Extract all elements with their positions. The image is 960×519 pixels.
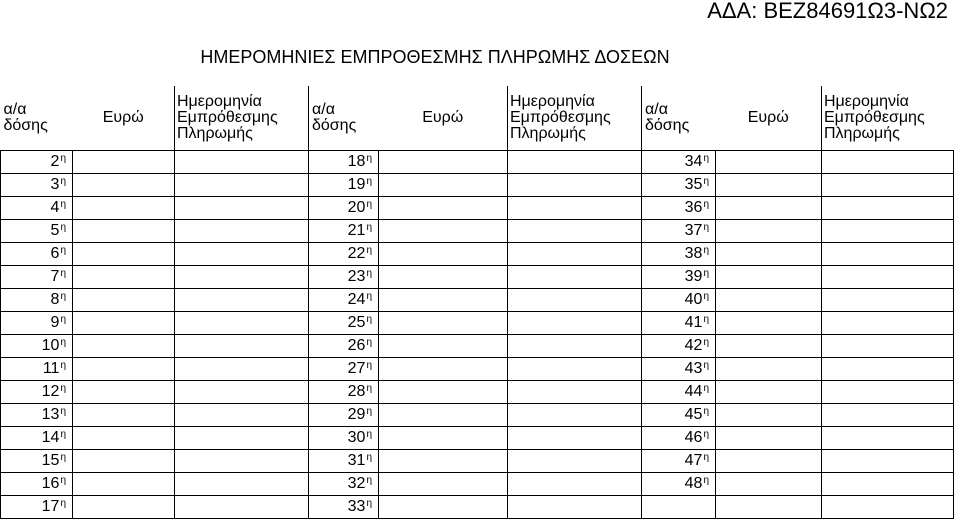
header-euro [73, 86, 175, 151]
installment-number [309, 243, 379, 266]
installment-number-value: 33 [347, 498, 366, 515]
installment-number-value: 44 [684, 383, 703, 400]
date-cell [822, 450, 954, 473]
ordinal-suffix: η [60, 314, 66, 325]
ordinal-suffix: η [366, 337, 372, 348]
installment-number [309, 450, 379, 473]
installment-number-value: 9 [50, 314, 60, 331]
euro-cell [716, 496, 822, 519]
installment-number [642, 335, 716, 358]
euro-cell [379, 312, 508, 335]
installment-number [1, 197, 73, 220]
ordinal-suffix: η [703, 222, 709, 233]
installment-number-value: 6 [50, 245, 60, 262]
installment-number [642, 243, 716, 266]
installment-number-value: 37 [684, 222, 703, 239]
euro-cell [73, 312, 175, 335]
ordinal-suffix: η [703, 406, 709, 417]
header-aa [1, 86, 73, 151]
date-cell [175, 473, 309, 496]
date-cell [822, 151, 954, 174]
installment-number [642, 404, 716, 427]
ordinal-suffix: η [60, 406, 66, 417]
installment-number [642, 450, 716, 473]
header-date [175, 86, 309, 151]
installment-number-value: 38 [684, 245, 703, 262]
header-aa-line2: δόσης [312, 117, 357, 134]
installment-number-value: 34 [684, 153, 703, 170]
euro-cell [73, 381, 175, 404]
ordinal-suffix: η [703, 383, 709, 394]
euro-cell [716, 358, 822, 381]
ordinal-suffix: η [60, 383, 66, 394]
installment-number [642, 220, 716, 243]
table-row [1, 266, 954, 289]
date-cell [175, 427, 309, 450]
euro-cell [73, 335, 175, 358]
table-header-row [1, 86, 954, 151]
ordinal-suffix: η [703, 176, 709, 187]
euro-cell [73, 473, 175, 496]
header-euro [716, 86, 822, 151]
installment-number-value: 11 [42, 360, 60, 377]
installment-number-value: 18 [347, 153, 366, 170]
ordinal-suffix: η [703, 245, 709, 256]
installment-number [309, 496, 379, 519]
table-row [1, 220, 954, 243]
ordinal-suffix: η [60, 337, 66, 348]
euro-cell [379, 174, 508, 197]
installment-number [309, 335, 379, 358]
installment-number [1, 358, 73, 381]
euro-cell [73, 151, 175, 174]
installment-number [309, 289, 379, 312]
date-cell [175, 197, 309, 220]
installment-number-value: 39 [684, 268, 703, 285]
date-cell [822, 220, 954, 243]
installment-number [309, 266, 379, 289]
date-cell [508, 151, 642, 174]
date-cell [508, 496, 642, 519]
date-cell [822, 496, 954, 519]
ordinal-suffix: η [366, 429, 372, 440]
euro-cell [716, 473, 822, 496]
installment-number [642, 151, 716, 174]
table-row [1, 243, 954, 266]
installment-number-value: 12 [41, 383, 60, 400]
date-cell [175, 335, 309, 358]
date-cell [508, 220, 642, 243]
installment-number [642, 312, 716, 335]
installment-number [309, 151, 379, 174]
euro-cell [73, 266, 175, 289]
ordinal-suffix: η [366, 406, 372, 417]
date-cell [822, 473, 954, 496]
euro-cell [716, 335, 822, 358]
installment-number-value: 15 [41, 452, 60, 469]
ordinal-suffix: η [366, 153, 372, 164]
euro-cell [716, 450, 822, 473]
euro-cell [379, 496, 508, 519]
header-euro-label: Ευρώ [102, 109, 144, 126]
date-cell [822, 312, 954, 335]
ada-code: ΑΔΑ: ΒΕΖ84691Ω3-ΝΩ2 [707, 0, 948, 23]
euro-cell [716, 381, 822, 404]
date-cell [175, 151, 309, 174]
installment-number [642, 358, 716, 381]
table-row [1, 381, 954, 404]
installment-number-value: 43 [684, 360, 703, 377]
installment-number-value: 7 [50, 268, 60, 285]
date-cell [175, 358, 309, 381]
table-row [1, 450, 954, 473]
euro-cell [379, 404, 508, 427]
euro-cell [379, 243, 508, 266]
installment-number-value: 32 [347, 475, 366, 492]
euro-cell [379, 381, 508, 404]
euro-cell [716, 220, 822, 243]
installment-number [1, 289, 73, 312]
installment-number [1, 243, 73, 266]
euro-cell [716, 266, 822, 289]
date-cell [822, 427, 954, 450]
ordinal-suffix: η [60, 245, 66, 256]
installment-number-value: 35 [684, 176, 703, 193]
date-cell [822, 289, 954, 312]
installment-number-value: 19 [347, 176, 366, 193]
date-cell [822, 358, 954, 381]
table-row [1, 289, 954, 312]
installment-number-value: 42 [684, 337, 703, 354]
installment-number [1, 473, 73, 496]
ordinal-suffix: η [60, 360, 66, 371]
ordinal-suffix: η [703, 291, 709, 302]
header-date-line3: Πληρωμής [824, 125, 900, 142]
date-cell [508, 266, 642, 289]
header-aa [309, 86, 379, 151]
ordinal-suffix: η [366, 383, 372, 394]
installment-number [642, 473, 716, 496]
euro-cell [73, 450, 175, 473]
installment-number-value: 14 [41, 429, 60, 446]
date-cell [822, 197, 954, 220]
ordinal-suffix: η [703, 337, 709, 348]
date-cell [508, 473, 642, 496]
euro-cell [73, 197, 175, 220]
installment-number [309, 381, 379, 404]
date-cell [508, 450, 642, 473]
date-cell [822, 243, 954, 266]
ordinal-suffix: η [366, 268, 372, 279]
euro-cell [716, 312, 822, 335]
euro-cell [379, 473, 508, 496]
installment-number [309, 404, 379, 427]
euro-cell [379, 427, 508, 450]
table-row [1, 335, 954, 358]
table-row [1, 358, 954, 381]
euro-cell [716, 427, 822, 450]
installment-number-value: 17 [41, 498, 60, 515]
installment-number [309, 358, 379, 381]
date-cell [508, 381, 642, 404]
euro-cell [73, 358, 175, 381]
date-cell [175, 312, 309, 335]
installment-number-value: 23 [347, 268, 366, 285]
date-cell [508, 312, 642, 335]
installment-number-value: 22 [347, 245, 366, 262]
page-title: ΗΜΕΡΟΜΗΝΙΕΣ ΕΜΠΡΟΘΕΣΜΗΣ ΠΛΗΡΩΜΗΣ ΔΟΣΕΩΝ [200, 47, 670, 67]
installment-number-value: 13 [41, 406, 60, 423]
euro-cell [73, 243, 175, 266]
installment-number-value: 20 [347, 199, 366, 216]
installment-number-value: 30 [347, 429, 366, 446]
date-cell [175, 289, 309, 312]
installment-number [642, 289, 716, 312]
header-euro-label: Ευρώ [747, 109, 789, 126]
installment-number [1, 266, 73, 289]
payment-dates-table [0, 86, 954, 519]
header-aa-line2: δόσης [3, 117, 48, 134]
ordinal-suffix: η [60, 153, 66, 164]
date-cell [822, 266, 954, 289]
date-cell [822, 335, 954, 358]
header-aa [642, 86, 716, 151]
ordinal-suffix: η [60, 268, 66, 279]
ordinal-suffix: η [60, 199, 66, 210]
date-cell [175, 496, 309, 519]
ordinal-suffix: η [703, 153, 709, 164]
installment-number-value: 45 [684, 406, 703, 423]
table-row [1, 174, 954, 197]
installment-number-value: 40 [684, 291, 703, 308]
date-cell [175, 450, 309, 473]
date-cell [508, 404, 642, 427]
installment-number-value: 27 [347, 360, 366, 377]
euro-cell [379, 358, 508, 381]
header-date [822, 86, 954, 151]
ordinal-suffix: η [703, 360, 709, 371]
date-cell [175, 404, 309, 427]
date-cell [822, 174, 954, 197]
installment-number [642, 381, 716, 404]
installment-number-value: 25 [347, 314, 366, 331]
ordinal-suffix: η [60, 222, 66, 233]
header-date-line1: Ημερομηνία [510, 93, 595, 110]
table-row [1, 473, 954, 496]
euro-cell [716, 289, 822, 312]
date-cell [508, 335, 642, 358]
installment-number-value: 29 [347, 406, 366, 423]
header-date-line3: Πληρωμής [510, 125, 586, 142]
installment-number-value: 16 [41, 475, 60, 492]
ordinal-suffix: η [366, 498, 372, 509]
installment-number-value: 36 [684, 199, 703, 216]
ordinal-suffix: η [703, 199, 709, 210]
date-cell [822, 381, 954, 404]
table-row [1, 427, 954, 450]
ordinal-suffix: η [366, 176, 372, 187]
euro-cell [73, 289, 175, 312]
installment-number-value: 41 [684, 314, 703, 331]
ordinal-suffix: η [703, 314, 709, 325]
date-cell [175, 243, 309, 266]
header-date-line2: Εμπρόθεσμης [510, 109, 611, 126]
ordinal-suffix: η [703, 475, 709, 486]
euro-cell [73, 404, 175, 427]
euro-cell [379, 220, 508, 243]
euro-cell [716, 243, 822, 266]
installment-number [1, 151, 73, 174]
header-date-line1: Ημερομηνία [824, 93, 909, 110]
installment-number [309, 174, 379, 197]
ordinal-suffix: η [366, 475, 372, 486]
installment-number [309, 220, 379, 243]
date-cell [508, 243, 642, 266]
euro-cell [716, 404, 822, 427]
ordinal-suffix: η [366, 199, 372, 210]
installment-number-value: 4 [50, 199, 60, 216]
euro-cell [73, 220, 175, 243]
header-date-line2: Εμπρόθεσμης [824, 109, 925, 126]
date-cell [175, 381, 309, 404]
installment-number [1, 427, 73, 450]
euro-cell [379, 197, 508, 220]
header-euro-label: Ευρώ [422, 109, 464, 126]
ordinal-suffix: η [366, 222, 372, 233]
installment-number-value: 48 [684, 475, 703, 492]
table-body [1, 151, 954, 519]
header-aa-line1: α/α [312, 101, 335, 118]
installment-number [642, 427, 716, 450]
header-euro [379, 86, 508, 151]
installment-number-value: 2 [50, 153, 60, 170]
ordinal-suffix: η [703, 268, 709, 279]
ordinal-suffix: η [60, 452, 66, 463]
ordinal-suffix: η [366, 452, 372, 463]
date-cell [175, 220, 309, 243]
header-date-line2: Εμπρόθεσμης [177, 109, 278, 126]
header-date-line1: Ημερομηνία [177, 93, 262, 110]
installment-number-value: 46 [684, 429, 703, 446]
installment-number-value: 10 [41, 337, 60, 354]
table-row [1, 197, 954, 220]
ordinal-suffix: η [60, 429, 66, 440]
installment-number [309, 312, 379, 335]
ordinal-suffix: η [366, 291, 372, 302]
euro-cell [716, 174, 822, 197]
euro-cell [73, 174, 175, 197]
installment-number-value: 5 [50, 222, 60, 239]
table-row [1, 404, 954, 427]
date-cell [175, 174, 309, 197]
installment-number [642, 266, 716, 289]
euro-cell [379, 151, 508, 174]
euro-cell [379, 289, 508, 312]
ordinal-suffix: η [703, 429, 709, 440]
euro-cell [716, 197, 822, 220]
date-cell [175, 266, 309, 289]
installment-number-value: 21 [347, 222, 366, 239]
installment-number [1, 220, 73, 243]
ordinal-suffix: η [366, 360, 372, 371]
ordinal-suffix: η [703, 452, 709, 463]
installment-number [642, 174, 716, 197]
installment-number [1, 381, 73, 404]
euro-cell [716, 151, 822, 174]
installment-number [309, 427, 379, 450]
installment-number [1, 496, 73, 519]
installment-number-value: 8 [50, 291, 60, 308]
ordinal-suffix: η [366, 314, 372, 325]
installment-number-value: 26 [347, 337, 366, 354]
euro-cell [379, 335, 508, 358]
installment-number [309, 197, 379, 220]
installment-number-value: 47 [684, 452, 703, 469]
installment-number-value: 28 [347, 383, 366, 400]
installment-number-value: 24 [347, 291, 366, 308]
ordinal-suffix: η [60, 291, 66, 302]
table-row [1, 496, 954, 519]
installment-number [309, 473, 379, 496]
table-row [1, 312, 954, 335]
header-aa-line2: δόσης [645, 117, 690, 134]
installment-number [1, 312, 73, 335]
header-aa-line1: α/α [3, 101, 27, 118]
date-cell [508, 174, 642, 197]
installment-number [1, 404, 73, 427]
ordinal-suffix: η [60, 176, 66, 187]
installment-number [642, 197, 716, 220]
date-cell [508, 427, 642, 450]
date-cell [508, 289, 642, 312]
euro-cell [73, 427, 175, 450]
ordinal-suffix: η [60, 475, 66, 486]
ordinal-suffix: η [366, 245, 372, 256]
header-date-line3: Πληρωμής [177, 125, 253, 142]
date-cell [508, 358, 642, 381]
header-aa-line1: α/α [645, 101, 668, 118]
date-cell [822, 404, 954, 427]
installment-number-value: 31 [347, 452, 366, 469]
installment-number-value: 3 [50, 176, 60, 193]
euro-cell [73, 496, 175, 519]
ordinal-suffix: η [60, 498, 66, 509]
table-row [1, 151, 954, 174]
euro-cell [379, 266, 508, 289]
euro-cell [379, 450, 508, 473]
date-cell [508, 197, 642, 220]
installment-number [1, 335, 73, 358]
installment-number [1, 450, 73, 473]
header-date [508, 86, 642, 151]
installment-number [642, 496, 716, 519]
installment-number [1, 174, 73, 197]
